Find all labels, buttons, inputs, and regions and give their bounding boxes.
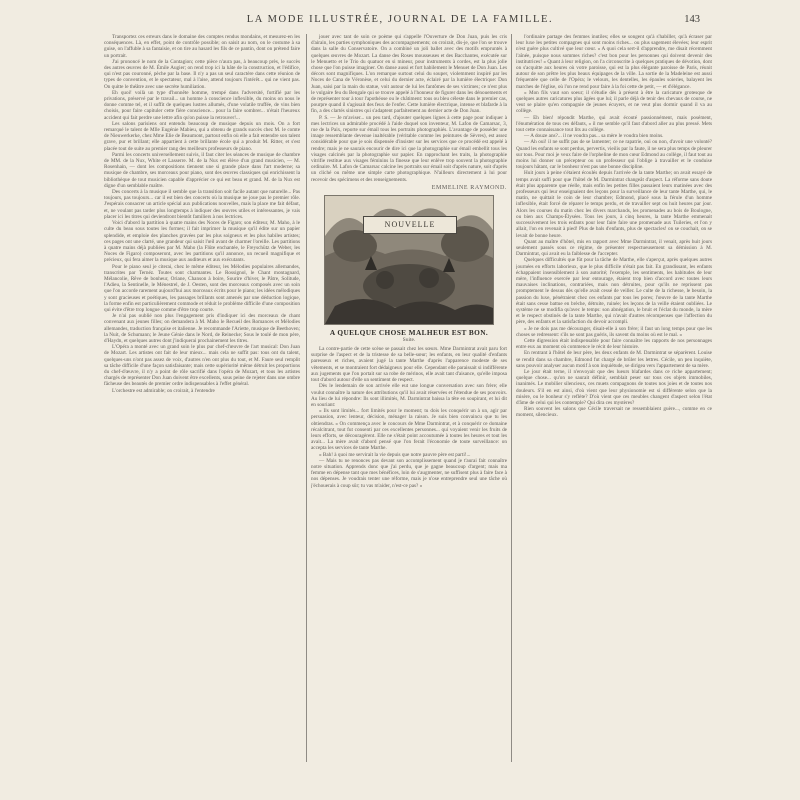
- page-number: 143: [684, 14, 700, 25]
- story-illustration: [324, 195, 494, 325]
- journal-title: LA MODE ILLUSTRÉE, JOURNAL DE LA FAMILLE.: [246, 14, 554, 25]
- paragraph: L'Opéra a monté avec un grand soin le plus pur chef-d'œuvre de l'art musical: Don Juan de Mozart. Les artistes ont fait de leur mieux... mais cela ne suffit pas: tous ont du talent, quelques-uns n'ont pas assez de voix, d'autres n'en ont plus du tout, et M. Faure seul remplit sa tâche difficile d'une façon satisfaisante; mais cette supériorité même détruit les proportions du chef-d'œuvre, il n'y a point de rôle sacrifié dans l'opéra de Mozart, et tous les artistes chargés de représenter Don Juan doivent être excellents, sous peine de rejeter dans une ombre fâcheuse des beautés de premier ordre indispensables à l'effet général.: [104, 344, 300, 388]
- page-header: [100, 14, 700, 30]
- paragraph: « Je ne dois pas me décourager, disait-elle à son frère; il faut un long temps pour que les choses se redressent: s'ils ne sont pas guéris, ils savent du moins où est le mal. »: [516, 325, 712, 338]
- paragraph: J'ai prononcé le nom de la Contagion; cette pièce n'aura pas, à beaucoup près, le succès des autres œuvres de M. Émile Augier; on rend trop ici la hâte de la construction, et l'édifice, qui n'est pas couronné, pèche par la base. Il n'y a pas un seul caractère dans cette réunion de types de convention, et le spectateur, mal à l'aise, attend toujours l'intérêt... qui ne vient pas. On quitte le théâtre avec une secrète humiliation.: [104, 58, 300, 90]
- column-divider-right: [511, 34, 512, 762]
- author-signature: EMMELINE RAYMOND.: [431, 184, 507, 191]
- paragraph: Huit jours à peine s'étaient écoulés depuis l'arrivée de la tante Marthe; on avait essayé de temps avait suffi pour que l'hôtel de M. Darmintrat changeât d'aspect. La réforme sans doute était plus apparente que réelle, mais enfin les petites filles passaient leurs matinées avec des professeurs qui leur enseignaient des leçons pour la surveillance de leur tante Marthe, qui, le matin, ne quittait le coin de leur chambre; Edmond, placé sous la férule d'un homme inflexible, était forcé de réparer le temps perdu, et de travailler sept ou huit heures par jour. Alors les courses du matin chez les divers marchands, les promenades au bois de Boulogne, ou bien aux Champs-Élysées. Tous les jours, à cinq heures, la tante Marthe emmenait successivement les trois enfants pour leur faire faire une promenade aux Tuileries, et l'on y allait, l'on en revenait à pied! Plus de bals d'enfants, plus de spectacles! on se couchait, on se levait de bonne heure.: [516, 170, 712, 239]
- paragraph: Des concerts à la musique il semble que la transition soit facile autant que naturelle... Pas toujours, pas toujours... car il est bien des concerts où la musique ne joue pas le premier rôle. J'espérais consacrer un article spécial aux publications nouvelles, mais la place me fait défaut, et, ne voulant pas tarder plus longtemps à indiquer des œuvres utiles et intéressantes, je vais placer ici les titres qui deviendront bientôt familiers à nos lectrices.: [104, 189, 300, 220]
- paragraph: Quelques difficultés que fût pour la tâche de Marthe, elle s'aperçut, après quelques autres journées en efforts laborieux, que le plus difficile n'était pas fait. En grandissant, les enfants échappaient insensiblement à son autorité; l'exemple, les sentiments, les habitudes de leur mère, l'influence exercée par leur entourage, étaient trop bien d'accord avec toutes leurs mauvaises inclinations, contrariées, mais non détruites, pour qu'ils ne reprissent pas promptement le dessus dès qu'elle avait cessé de veiller. Le culte de la richesse, le besoin, la passion du luxe, pénétraient chez ces enfants par tous les pores; l'œuvre de la tante Marthe était sans cesse battue en brèche, détruite, ruinée; les leçons de la veille étaient oubliées. Le système ne se modifia qu'avec le temps: son abnégation, le bruit et l'éclat du monde, la mère et le respect obstinés de la tante Marthe, qui n'avait d'autres récompenses que l'affection du père, des enfants et la satisfaction du devoir accompli.: [516, 257, 712, 326]
- paragraph: Les salons parisiens ont entendu beaucoup de musique depuis un mois. On a fort remarqué le talent de Mlle Eugénie Mabieu, qui a obtenu de grands succès chez M. le comte de Nieuwerkerke, chez Mme Elie de Beaumont, partout enfin où elle a fait entendre son talent grave, pur et brillant; elle appartient à cette brillante école qui a produit M. Ritter, et s'est placée tout de suite au premier rang des meilleurs professeurs de piano.: [104, 120, 300, 152]
- paragraph: « Ils sont limités... fort limités pour le moment; tu dois les conquérir un à un, agir par persuasion, avec lenteur, décision, ménager la raison. Je suis bien convaincu que tu les obtiendras. » On commença avec le concours de Mme Darmintrat, et à conquérir ce domaine récalcitrant, tout fut consenti par ces excellentes personnes... qui voyaient venir les fruits de leurs efforts, se découragèrent. Elle ne s'était point accoutumée à toutes les heures et tout les avait... La mère avait d'abord pensé que l'on ferait l'économie de toute surveillance: on accepta les services de tante Marthe.: [311, 408, 507, 452]
- paragraph: « Bah! à quoi me servirait la vie depuis que notre pauvre père est parti!...: [319, 451, 471, 458]
- paragraph: La contre-partie de cette scène se passait chez les sœurs. Mme Darmintrat avait paru fort surprise de l'aspect et de la tristesse de sa belle-sœur; les enfants, en leur qualité d'enfants paresseux et riches, avaient jugé la tante Marthe d'après l'apparence modeste de ses vêtements, et se montraient fort dédaigneux pour elle. Cependant elle paraissait si indifférente aux jugements que l'on portait sur sa robe de mérinos, elle avait tant d'aisance, qu'elle imposa tout d'abord autour d'elle un sentiment de respect.: [311, 346, 507, 384]
- illustration-banner: NOUVELLE: [363, 216, 457, 234]
- text-column-1: [104, 34, 300, 780]
- column-divider-left: [306, 34, 307, 762]
- paragraph: P. S. — Je m'aviser... un peu tard, d'ajouter quelques lignes à cette page pour indiquer à mes lectrices un admirable procédé à l'aide duquel son inventeur, M. Lafon de Camarsac, 3, rue de la Paix, reporte sur émail tous les portraits photographiés. L'avantage de posséder une image ressemblante devenue inaltérable (véritable comme les peintures de Sèvres), est assez considérable pour que je sois dispensée d'insister sur les services que ce procédé est appelé à rendre; mais je ne saurais encourir de dire ici que la photographie sur émail embellit tous les visages calcinés par la photographie sur papier. En rapprochant les traits, la photographie vitrifie restitue aux visages féminins la finesse que leur enlève trop souvent la photographie ordinaire. M. Lafon de Camarsac calcine les portraits sur émail soit d'après nature, soit d'après un cliché ou même une simple carte photographique. N'ailleurs directement à lui pour recevoir des spécimens et des renseignements.: [311, 114, 507, 183]
- paragraph: l'ordinaire partage des femmes inutiles; elles se songent qu'à s'habiller, qu'à écraser par leur luxe les petites compagnes qui sont moins riches... ou plus sagement élevées; leur esprit n'est guère plus cultivé que leur cœur. « A quoi cela sert-il d'apprendre, me disait récemment l'aînée, puisque nous sommes riches? c'est bon pour les personnes qui doivent devenir des institutrices! » Quant à leur religion, on l'a circonscrite à quelques pratiques de dévotion, dont on s'acquitte aux heures où votre paroisse, qui est la plus élégante paroisse de Paris, réunit autour de son prêtre les plus beaux équipages de la ville. La sortie de la Madeleine est aussi fréquentée que celle de l'Opéra; le velours, les dentelles, les épaules soieries, balayent les marches de l'église, où l'on ne rend pour faire à la foi cette de petit, — et d'élégance.: [516, 34, 712, 90]
- paragraph: Rien souvent les salons que Cécile traversait ne ressemblaient guère..., comme en ce moment, silencieux.: [516, 406, 712, 419]
- paragraph: Quant au maître d'hôtel, mis en rapport avec Mme Darmintrat, il venait, après huit jours seulement passés sous ce régime, de présenter respectueusement sa démission à M. Darmintrat, qui avait eu la faiblesse de l'accepter.: [516, 238, 712, 258]
- paragraph: L'orchestre est admirable; on croirait, à l'entendre: [112, 387, 215, 394]
- text-column-2: [311, 34, 507, 780]
- paragraph: Je n'ai pas oublié non plus l'engagement pris d'indiquer ici des morceaux de chant convenant aux jeunes filles; on demandera à M. Maho le Recueil des Romances et Mélodies allemandes, traduction française et italienne. Je recommande l'Ariette, musique de Beethoven; la Nuit, de Schumann; le Jeune Génie dans le Nord, de Reinecke; Sous le toulé de mon père, d'Haydn, et quelques autres dont j'indiquerai prochainement les titres.: [104, 313, 300, 344]
- paragraph: Le jour était terne, il n'envoyait que des lueurs blafardes dans ce riche appartement; quelque chose... qu'on ne saurait définir, semblait peser sur tous ces objets immobiles, inanimés. Le mobilier silencieux, ces muets compagnons de toutes nos joies et de toutes nos douleurs. S'il en est ainsi, d'où vient que leur physionomie est si différente selon que la misère, ou le bonheur s'y reflète? D'où vient que ces meubles changent d'aspect selon l'état d'âme de celui qui les contemple? Qui dira ces mystères?: [516, 368, 712, 406]
- paragraph: jouer avec tant de soin ce poème qui s'appelle l'Ouverture de Don Juan, puis les cris d'airain, les parties symphoniques des accompagnements; on croirait, dis-je, que l'on se trouve dans la salle du Conservatoire. On a combiné un joli ballet avec des motifs empruntés à quelques œuvres de Mozart. La danse des Roses mousseuses et des Bacchantes, exécutée sur le Menuetto et le Trio du quatuor en si mineur, pour instruments à cordes, est la plus jolie chose que l'on puisse imaginer. On danse aussi et fort habilement le Menuet de Don Juan. Les décors sont magnifiques. L'on remarque surtout celui du souper, violemment inspiré par les Noces de Cana de Véronèse, et celui du dernier acte, éclairé par la lumière électrique: Don Juan, saisi par la main du statue, voit autour de lui les fantômes de ses victimes; ce n'est plus le vulgaire feu du Bengale qui se trouve appelé à l'honneur de figurer dans les dénouements et de représenter tour à tour l'apothéose ou le châtiment: tous ou bleu céleste dans le premier cas, pourpre quand il s'agissait des feux de l'enfer. Cette lumière électrique, intense et blafarde à la fin, a des clartés sinistres qui s'adaptent parfaitement au dernier acte de Don Juan.: [311, 34, 507, 115]
- paragraph: — Eh bien! répondit Marthe, qui avait écouté passionnément, mais posément, l'énumération de tous ces défauts, « il me semble qu'il faut d'abord aller au plus pressé. Mets tout cette connaissance tout lits au collège.: [516, 114, 712, 134]
- paragraph: — Mais tu ne renonces pas devant son accomplissement quand je t'aurai fait connaître notre situation. Apprends donc que j'ai perdu, que je gagne beaucoup d'argent; mais ma femme en dépense tant que mes bénéfices, loin de s'augmenter, ne suffisent plus à faire face à nos dépenses. Je voudrais tenter une réforme, mais je n'ose entreprendre seul une tâche où j'échouerais à coup sûr; tu vas m'aider, n'est-ce pas? »: [311, 457, 507, 489]
- text-column-3: [516, 34, 712, 780]
- paragraph: — A douze ans?... il ne voudra pas... sa mère le voudra bien moins.: [524, 133, 664, 140]
- paragraph: Cette digression était indispensable pour faire connaître les rapports de nos personnages entre eux au moment où commence le récit de leur histoire.: [516, 337, 712, 351]
- paragraph: Parmi les concerts universellement suivis, il faut citer les séances de musique de chambre de MM. de la Nux, White et Lasserre. M. de la Nux est élève d'un grand musicien, — M. Rosenhain, — dont les compositions tiennent une si grande place dans l'art moderne; sa musique de chambre, ses morceaux pour piano, sont des œuvres classiques qui enrichissent la bibliothèque de tout musicien capable d'apprécier ce qui est beau et grand. M. de la Nux est digne d'un semblable maître.: [104, 151, 300, 189]
- story-title: A QUELQUE CHOSE MALHEUR EST BON.: [329, 328, 489, 338]
- paragraph: — Ah oui! il ne suffit pas de se lamenter; ce ne rapatrie, oui ou non, d'avoir une volonté? Quand les enfants se sont perdus, pervertis, vieilis par la faute, il ne sera plus temps de pleurer sur tous. Pour moi je veux faire de l'orpheline de mon cœur Edmond au collège, il faut tout au moins lui donner un précepteur ou un professeur qui l'oblige à travailler et le conduise toujours hâtant, car le bonheur n'est pas une bonne discipline.: [516, 139, 712, 171]
- paragraph: Voici d'abord la partition à quatre mains des Noces de Figaro; son éditeur, M. Maho, à le culte du beau sous toutes les formes; il fait imprimer la musique qu'il édite sur un papier splendide, et emploie des planches gravées par les plus soigneux et les plus habiles artistes; ces pages ont une clarté, une grandeur qui saisit l'œil avant de charmer l'oreille. Les partitions à quatre mains déjà publiées par M. Maho (la Flûte enchantée, le Freyschütz de Weber, les Noces de Figaro) composeront, avec les partitions qu'il annonce, un recueil magnifique et précieux, qui fera aimer la musique aux auditeurs et aux exécutants.: [104, 220, 300, 264]
- paragraph: En rentrant à l'hôtel de leur père, les deux enfants de M. Darmintrat se séparèrent. Louise se rendit dans sa chambre, Edmond fut chargé de brûler les lettres. Cécile, un peu inquiète, sans pouvoir analyser aucun motif à son inquiétude, se dirigea vers l'appartement de sa mère.: [516, 350, 712, 369]
- paragraph: Eh quoi! voilà un type d'honnête homme, trempé dans l'adversité, fortifié par les privations, préservé par le travail... un homme à conscience inflexible, du moins on nous le donne comme tel, et il suffit de quelques lustres allumés, d'une volatile truffée, de vins bien choisis, pour faire capituler cette fière conscience... pour la faire sombrer... n'était l'heureux accident qui fait perdre une lettre afin qu'on puisse la retrouver!...: [104, 89, 300, 121]
- paragraph: Pour le piano seul je citerai, chez le même éditeur, les Mélodies populaires allemandes, transcrites par Ternéz. Toutes sont charmantes. Le Rossignol, le Chant montagnard, Mélancolie, Rêve de bonheur, Oriane, Chanson à boire, Sourire d'hiver, le Pâtre, Solitude, l'Adieu, la Sentinelle, le Ménestrel, de J. Oesten, sont des morceaux composés avec un soin que l'on accorde rarement aujourd'hui aux morceaux écrits pour le piano; les idées mélodiques y sont gracieuses et poétiques, les passages brillants sont amenés par une déduction logique, la forme enfin est particulièrement commode et réduit le problème difficile d'une composition qui évite d'être trop longue comme d'être trop courte.: [104, 263, 300, 313]
- paragraph: Dès le lendemain de son arrivée elle eut une longue conversation avec son frère; elle voulut connaître la nature des attributions qu'il lui avait réservées et l'étendue de ses pouvoirs. Au lieu de lui répondre: Ils sont illimités, M. Darmintrat baissa la tête en soupirant, et lui dit en souriant:: [311, 383, 507, 408]
- story-subtitle: Suite.: [402, 337, 416, 344]
- paragraph: « Mon fils vaut son soeur; il s'étudie dès à présent à être la caricature grotesque de quelques autres caricatures plus âgées que lui; il parle déjà de tenir des chevaux de course, ne veut se plaire qu'en compagnie de jeunes écuyers, et ne veut plus dormir quand il va au collège.: [516, 89, 712, 115]
- paragraph: Transportez ces erreurs dans le domaine des comptes rendus mondains, et mesurez-en les conséquences. Là, en effet, point de contrôle possible; on saisit au nom, on le costume à sa guise, on l'affuble à sa fantaisie, et on tire au hasard les fils de ce pantin, dont on prétend faire un portrait.: [104, 34, 300, 59]
